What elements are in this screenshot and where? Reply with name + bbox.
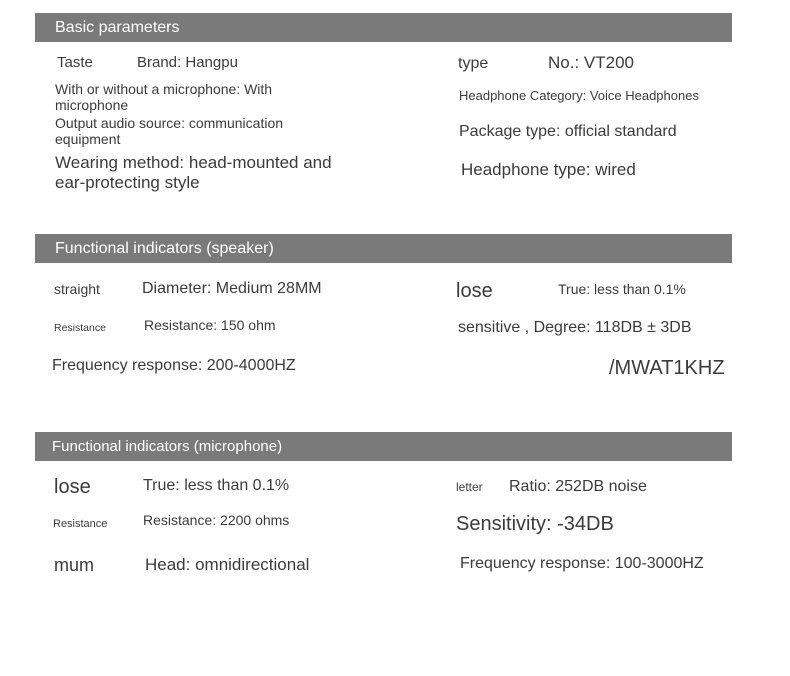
mic-resistance: Resistance: 2200 ohms xyxy=(143,512,290,528)
microphone-option: With or without a microphone: With microphone xyxy=(55,81,273,113)
mic-noise-ratio: Ratio: 252DB noise xyxy=(509,478,647,495)
mic-letter-label: letter xyxy=(456,480,483,494)
speaker-resistance: Resistance: 150 ohm xyxy=(144,317,276,333)
package-type: Package type: official standard xyxy=(459,123,677,140)
taste-label: Taste xyxy=(57,54,93,71)
type-label: type xyxy=(458,55,489,72)
mic-head-directionality: Head: omnidirectional xyxy=(145,555,310,574)
speaker-straight-label: straight xyxy=(54,281,100,297)
speaker-distortion: True: less than 0.1% xyxy=(558,281,686,297)
output-audio-source: Output audio source: communication equipment xyxy=(55,115,284,147)
mic-lose-label: lose xyxy=(54,476,91,498)
speaker-lose-label: lose xyxy=(456,280,493,302)
wearing-method: Wearing method: head-mounted and ear-protecting style xyxy=(55,153,332,192)
brand-value: Brand: Hangpu xyxy=(137,54,238,71)
mic-sensitivity: Sensitivity: -34DB xyxy=(456,513,614,535)
speaker-diameter: Diameter: Medium 28MM xyxy=(142,280,322,297)
section-header-speaker: Functional indicators (speaker) xyxy=(35,234,732,263)
mic-distortion: True: less than 0.1% xyxy=(143,477,290,494)
mic-resistance-label: Resistance xyxy=(53,518,108,530)
section-header-microphone: Functional indicators (microphone) xyxy=(35,432,732,461)
speaker-sensitivity: sensitive , Degree: 118DB ± 3DB xyxy=(458,319,692,336)
speaker-resistance-label: Resistance xyxy=(54,322,106,334)
headphone-category: Headphone Category: Voice Headphones xyxy=(459,88,699,103)
section-header-basic: Basic parameters xyxy=(35,13,732,42)
mic-mum-label: mum xyxy=(54,555,94,575)
speaker-mwat: /MWAT1KHZ xyxy=(609,357,725,379)
model-number: No.: VT200 xyxy=(548,53,634,72)
headphone-type: Headphone type: wired xyxy=(461,160,636,179)
mic-frequency-response: Frequency response: 100-3000HZ xyxy=(460,555,704,572)
speaker-frequency-response: Frequency response: 200-4000HZ xyxy=(52,357,296,374)
